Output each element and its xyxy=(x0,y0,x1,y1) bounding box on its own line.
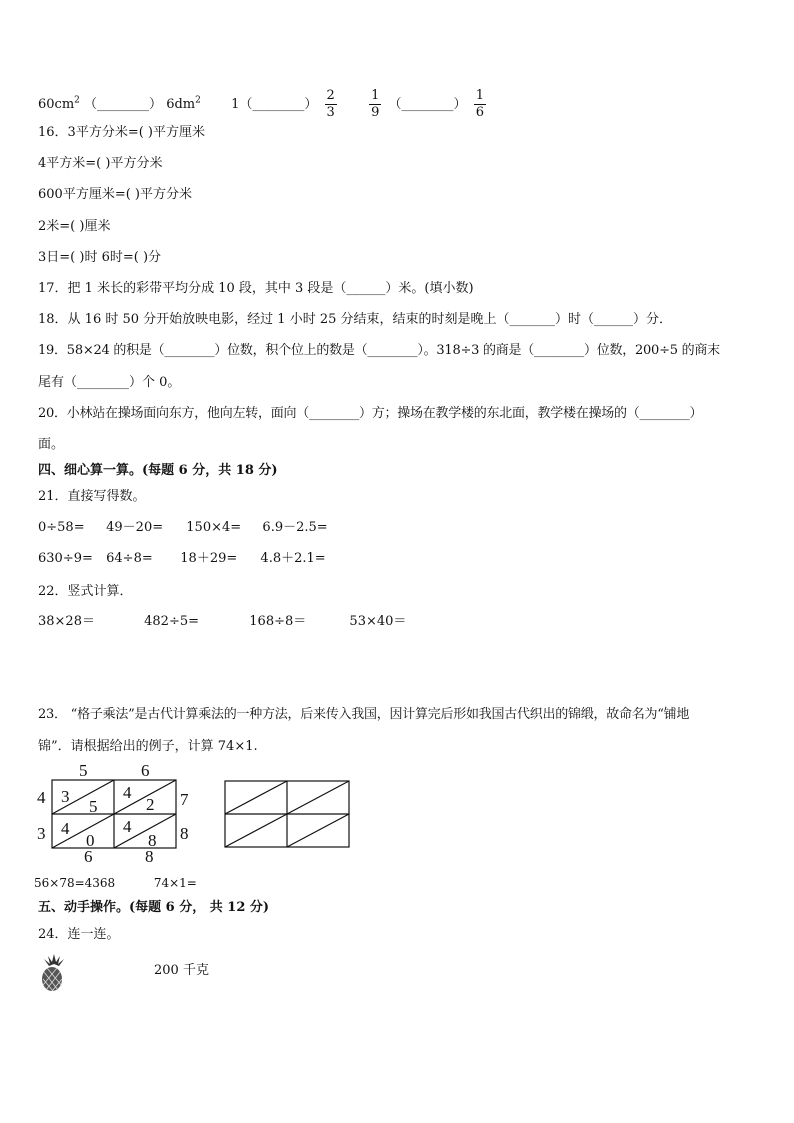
lattice-bottom-digit: 6 xyxy=(84,847,93,862)
q15-b-sup: 2 xyxy=(195,95,201,106)
q15-fraction-1-num: 2 xyxy=(326,88,335,103)
q21-item: 49－20= xyxy=(106,520,164,535)
q15-fraction-2-den: 9 xyxy=(371,105,380,120)
q21-item: 150×4= xyxy=(186,520,242,535)
lattice-top-digit: 5 xyxy=(79,762,88,780)
lattice-answer-grid[interactable] xyxy=(222,778,352,850)
q23-caption-example: 56×78=4368 xyxy=(34,876,116,890)
q15-fraction-1 xyxy=(325,88,337,121)
q23-line-2: 锦”．请根据给出的例子，计算 74×1. xyxy=(38,739,258,754)
q15-compare-row xyxy=(38,88,489,121)
q21-item: 64÷8= xyxy=(106,551,153,566)
q15-a-blank[interactable]: （________） xyxy=(84,97,163,112)
lattice-right-digit: 8 xyxy=(180,824,189,843)
q15-a: 60cm xyxy=(38,97,75,112)
lattice-cell-upper: 4 xyxy=(61,819,70,838)
q22-row xyxy=(38,613,406,631)
q22-item: 168÷8＝ xyxy=(249,614,307,629)
q16-line-5: 3日=( )时 6时=( )分 xyxy=(38,250,162,265)
lattice-bottom-digit: 8 xyxy=(145,847,154,862)
lattice-example-grid xyxy=(32,762,202,862)
pineapple-icon xyxy=(38,952,70,992)
q15-a-sup: 2 xyxy=(74,95,80,106)
q21-row-1 xyxy=(38,519,328,537)
q21-title: 21．直接写得数。 xyxy=(38,489,146,504)
lattice-top-digit: 6 xyxy=(141,762,150,780)
q17-text: 17．把 1 米长的彩带平均分成 10 段，其中 3 段是（______）米。(填小数) xyxy=(38,281,474,296)
lattice-cell-lower: 8 xyxy=(148,831,157,850)
q22-item: 53×40＝ xyxy=(349,614,407,629)
q23-line-1: 23． “格子乘法”是古代计算乘法的一种方法，后来传入我国，因计算完后形如我国古代织出的锦缎，故命名为“铺地 xyxy=(38,707,690,722)
q15-c-blank[interactable]: （________） xyxy=(388,97,467,112)
q15-fraction-2 xyxy=(369,88,381,121)
q21-item: 6.9－2.5= xyxy=(262,520,328,535)
q19-line-1: 19．58×24 的积是（________）位数，积个位上的数是（________）。318÷3 的商是（________）位数，200÷5 的商末 xyxy=(38,343,720,358)
q15-fraction-3-den: 6 xyxy=(475,105,484,120)
q18-text: 18．从 16 时 50 分开始放映电影，经过 1 小时 25 分结束，结束的时刻是晚上（_______）时（______）分． xyxy=(38,312,672,327)
q21-item: 630÷9= xyxy=(38,551,93,566)
lattice-cell-upper: 4 xyxy=(123,783,132,802)
q21-item: 4.8＋2.1= xyxy=(260,551,326,566)
lattice-left-digit: 3 xyxy=(37,824,46,843)
q22-item: 38×28＝ xyxy=(38,614,95,629)
q20-line-1: 20．小林站在操场面向东方，他向左转，面向（________）方；操场在教学楼的东北面，教学楼在操场的（________） xyxy=(38,406,703,421)
lattice-left-digit: 4 xyxy=(37,788,46,807)
q19-line-2: 尾有（________）个 0。 xyxy=(38,375,181,390)
q21-row-2 xyxy=(38,550,326,568)
section-4-heading: 四、细心算一算。(每题 6 分，共 18 分) xyxy=(38,463,278,478)
q16-line-2: 4平方米=( )平方分米 xyxy=(38,156,163,171)
q24-weight-label: 200 千克 xyxy=(154,963,209,978)
q23-caption-task: 74×1= xyxy=(153,876,197,890)
lattice-right-digit: 7 xyxy=(180,790,189,809)
lattice-cell-upper: 3 xyxy=(61,787,70,806)
q16-line-1: 16．3平方分米=( )平方厘米 xyxy=(38,125,205,140)
q15-b: 6dm xyxy=(166,97,196,112)
lattice-cell-lower: 5 xyxy=(89,797,98,816)
q15-fraction-3 xyxy=(474,88,486,121)
q15-fraction-2-num: 1 xyxy=(371,88,380,103)
q21-item: 0÷58= xyxy=(38,520,85,535)
q21-item: 18＋29= xyxy=(180,551,238,566)
q15-fraction-1-den: 3 xyxy=(326,105,335,120)
q23-caption xyxy=(34,874,197,892)
lattice-cell-upper: 4 xyxy=(123,817,132,836)
section-5-heading: 五、动手操作。(每题 6 分， 共 12 分) xyxy=(38,900,270,915)
q15-fraction-3-num: 1 xyxy=(475,88,484,103)
q20-line-2: 面。 xyxy=(38,437,65,452)
lattice-cell-lower: 0 xyxy=(86,831,95,850)
lattice-cell-lower: 2 xyxy=(146,795,155,814)
q22-title: 22．竖式计算． xyxy=(38,584,133,599)
q22-item: 482÷5= xyxy=(144,614,200,629)
q16-line-4: 2米=( )厘米 xyxy=(38,219,111,234)
q15-c[interactable]: 1（________） xyxy=(231,97,318,112)
q24-title: 24．连一连。 xyxy=(38,927,120,942)
q16-line-3: 600平方厘米=( )平方分米 xyxy=(38,187,192,202)
